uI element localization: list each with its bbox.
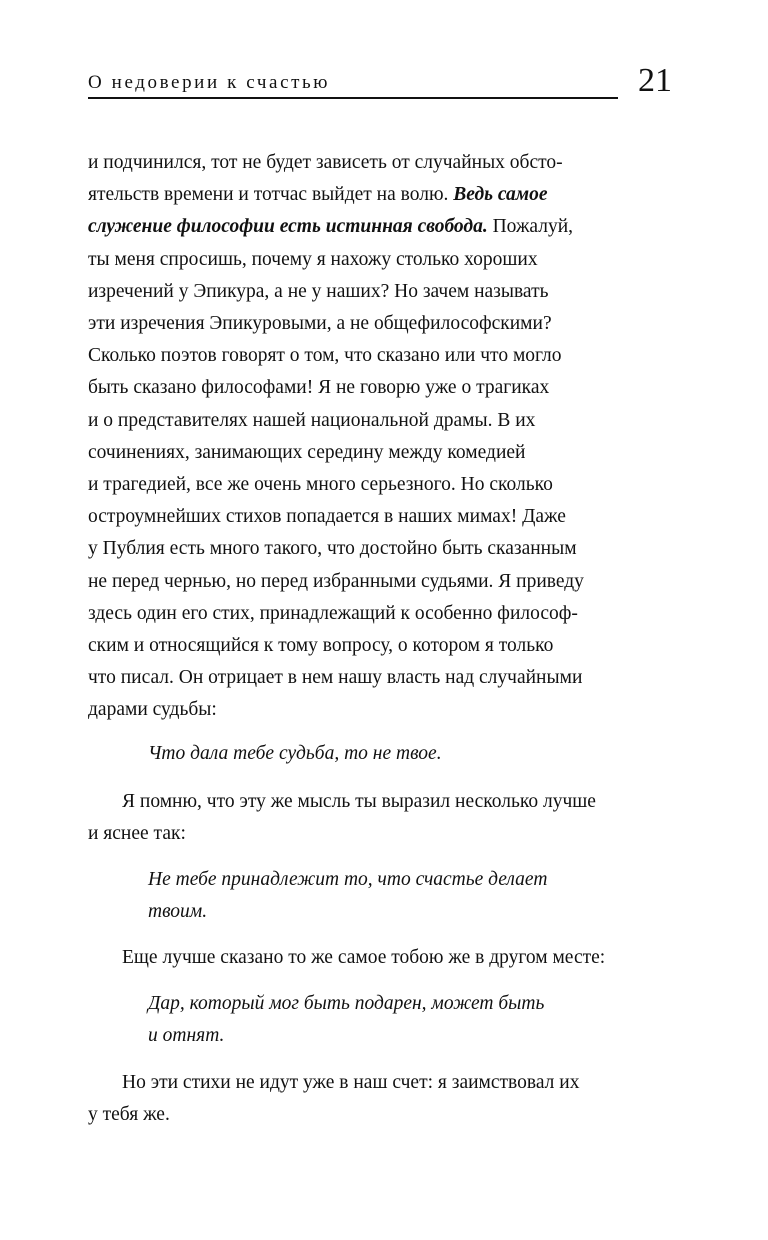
text-line: у тебя же.	[88, 1104, 170, 1126]
verse-quote-2	[148, 864, 547, 928]
text-line: изречений у Эпикура, а не у наших? Но зачем называть	[88, 280, 549, 302]
text-line: Но эти стихи не идут уже в наш счет: я заимствовал их	[122, 1072, 580, 1093]
verse-line: Дар, который мог быть подарен, может быть	[148, 993, 545, 1014]
paragraph-4	[88, 1067, 648, 1131]
text-line: дарами судьбы:	[88, 699, 217, 721]
verse-quote-1: Что дала тебе судьба, то не твое.	[148, 743, 442, 764]
running-title: О недоверии к счастью	[88, 72, 331, 93]
verse-line: твоим.	[148, 901, 208, 923]
emphasis-text: Ведь самое	[453, 184, 548, 206]
text-line	[88, 211, 648, 243]
text-line: что писал. Он отрицает в нем нашу власть над случайными	[88, 667, 583, 689]
verse-line: Не тебе принадлежит то, что счастье делает	[148, 869, 548, 890]
text-line: Сколько поэтов говорят о том, что сказано или что могло	[88, 345, 562, 367]
header-rule	[88, 97, 618, 99]
main-paragraph	[88, 147, 648, 727]
emphasis-text: служение философии есть истинная свобода.	[88, 216, 488, 238]
text-segment: ятельств времени и тотчас выйдет на волю.	[88, 184, 454, 206]
verse-quote-3	[148, 988, 544, 1052]
text-line: сочинениях, занимающих середину между комедией	[88, 441, 526, 463]
text-line: Еще лучше сказано то же самое тобою же в другом месте:	[122, 947, 606, 968]
text-line: и подчинился, тот не будет зависеть от случайных обсто-	[88, 152, 563, 173]
text-line: быть сказано философами! Я не говорю уже о трагиках	[88, 377, 550, 399]
paragraph-2	[88, 786, 648, 850]
verse-line: и отнят.	[148, 1025, 225, 1047]
text-line: эти изречения Эпикуровыми, а не общефилософскими?	[88, 313, 552, 335]
text-line: у Публия есть много такого, что достойно быть сказанным	[88, 538, 577, 560]
text-line: здесь один его стих, принадлежащий к особенно философ-	[88, 602, 578, 624]
text-segment: Пожалуй,	[487, 216, 574, 238]
text-line: ты меня спросишь, почему я нахожу столько хороших	[88, 248, 538, 270]
text-line: остроумнейших стихов попадается в наших мимах! Даже	[88, 506, 566, 528]
text-line	[88, 179, 648, 211]
paragraph-3	[88, 942, 648, 974]
text-line: ским и относящийся к тому вопросу, о котором я только	[88, 635, 554, 657]
text-line: и яснее так:	[88, 823, 186, 845]
page-number: 21	[638, 62, 672, 99]
text-line: не перед чернью, но перед избранными судьями. Я приведу	[88, 570, 584, 592]
text-line: Я помню, что эту же мысль ты выразил несколько лучше	[122, 791, 596, 812]
text-line: и трагедией, все же очень много серьезного. Но сколько	[88, 474, 553, 496]
text-line: и о представителях нашей национальной драмы. В их	[88, 409, 536, 431]
